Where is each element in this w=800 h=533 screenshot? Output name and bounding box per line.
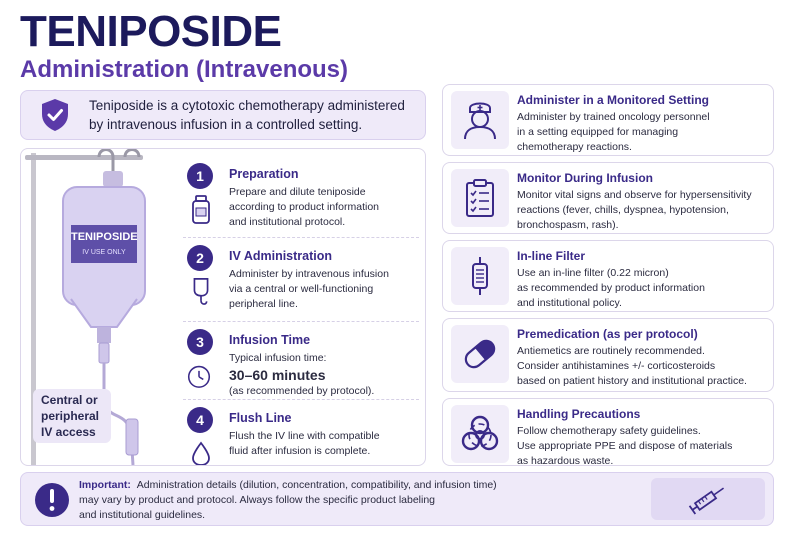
- iv-bag-sublabel: IV USE ONLY: [82, 249, 126, 256]
- card-line: bronchospasm, rash).: [517, 219, 619, 231]
- step-line: Flush the IV line with compatible: [229, 430, 380, 442]
- biohazard-icon: [460, 414, 500, 454]
- step-line: and institutional protocol.: [229, 216, 346, 228]
- icon-box: [451, 405, 509, 463]
- card-line: and institutional policy.: [517, 297, 622, 309]
- alert-icon: [33, 481, 71, 519]
- important-label: Important:: [79, 479, 131, 491]
- important-text: [79, 478, 559, 523]
- iv-access-label: [33, 389, 111, 443]
- important-line: and institutional guidelines.: [79, 509, 206, 521]
- important-line-text: Administration details (dilution, concentration, compatibility, and infusion time): [136, 479, 497, 491]
- capsule-icon: [460, 334, 500, 374]
- divider: [183, 321, 419, 322]
- card-line: as hazardous waste.: [517, 455, 614, 467]
- step-line: fluid after infusion is complete.: [229, 445, 371, 457]
- divider: [183, 237, 419, 238]
- card-handling-precautions: [442, 398, 774, 466]
- card-title: Monitor During Infusion: [517, 171, 653, 185]
- card-line: based on patient history and institutional practice.: [517, 375, 747, 387]
- icon-box: [451, 247, 509, 305]
- card-title: Premedication (as per protocol): [517, 327, 698, 341]
- step-line: Administer by intravenous infusion: [229, 268, 389, 280]
- icon-box: [451, 169, 509, 227]
- card-line: chemotherapy reactions.: [517, 141, 632, 153]
- page-subtitle: Administration (Intravenous): [20, 56, 349, 83]
- card-line: Follow chemotherapy safety guidelines.: [517, 425, 701, 437]
- step-number: 3: [187, 329, 213, 355]
- card-line: reactions (fever, chills, dyspnea, hypotension,: [517, 204, 729, 216]
- step-description: [229, 351, 419, 399]
- step-line: peripheral line.: [229, 298, 298, 310]
- step-description: [229, 267, 419, 312]
- important-line: may vary by product and protocol. Always follow the specific product labeling: [79, 494, 436, 506]
- card-line: Administer by trained oncology personnel: [517, 111, 710, 123]
- step-flush-line: [187, 407, 417, 463]
- step-number: 1: [187, 163, 213, 189]
- shield-check-icon: [35, 98, 75, 132]
- clipboard-checklist-icon: [460, 178, 500, 218]
- icon-box: [451, 91, 509, 149]
- card-premedication: [442, 318, 774, 392]
- step-line: according to product information: [229, 201, 379, 213]
- step-line: Typical infusion time:: [229, 352, 327, 364]
- intro-line: by intravenous infusion in a controlled setting.: [89, 117, 363, 132]
- card-line: Monitor vital signs and observe for hypersensitivity: [517, 189, 752, 201]
- access-line: Central or: [41, 393, 98, 407]
- card-description: [517, 110, 769, 155]
- important-notice: [20, 472, 774, 526]
- step-title: Preparation: [229, 167, 299, 181]
- infusion-duration: 30–60 minutes: [229, 367, 326, 383]
- card-line: in a setting equipped for managing: [517, 126, 679, 138]
- important-line: [79, 478, 559, 493]
- step-title: Infusion Time: [229, 333, 311, 347]
- step-number: 4: [187, 407, 213, 433]
- card-line: Consider antihistamines +/- corticosteroids: [517, 360, 716, 372]
- iv-bag-label: TENIPOSIDE: [71, 231, 138, 243]
- iv-drip-icon: [189, 277, 213, 307]
- step-title: IV Administration: [229, 249, 333, 263]
- access-line: IV access: [41, 425, 96, 439]
- page-title: TENIPOSIDE: [20, 7, 282, 56]
- access-line: peripheral: [41, 409, 100, 423]
- intro-text: [89, 96, 405, 134]
- card-line: Use an in-line filter (0.22 micron): [517, 267, 669, 279]
- vial-icon: [189, 195, 213, 225]
- droplet-icon: [189, 439, 213, 466]
- card-line: Use appropriate PPE and dispose of materials: [517, 440, 733, 452]
- card-title: In-line Filter: [517, 249, 586, 263]
- step-title: Flush Line: [229, 411, 292, 425]
- syringe-icon: [687, 481, 729, 517]
- card-title: Administer in a Monitored Setting: [517, 93, 710, 107]
- step-description: [229, 429, 419, 459]
- syringe-panel: [651, 478, 765, 520]
- card-description: [517, 188, 769, 233]
- step-line: Prepare and dilute teniposide: [229, 186, 366, 198]
- step-line: via a central or well-functioning: [229, 283, 374, 295]
- card-line: Antiemetics are routinely recommended.: [517, 345, 705, 357]
- card-title: Handling Precautions: [517, 407, 641, 421]
- card-inline-filter: [442, 240, 774, 312]
- nurse-icon: [460, 100, 500, 140]
- step-description: [229, 185, 419, 230]
- divider: [183, 399, 419, 400]
- clock-icon: [187, 361, 211, 391]
- steps-card: [20, 148, 426, 466]
- step-preparation: [187, 163, 417, 237]
- card-monitored-setting: [442, 84, 774, 156]
- step-infusion-time: [187, 329, 417, 403]
- step-line: (as recommended by protocol).: [229, 385, 375, 397]
- card-line: as recommended by product information: [517, 282, 705, 294]
- filter-icon: [460, 256, 500, 296]
- icon-box: [451, 325, 509, 383]
- card-description: [517, 424, 769, 469]
- intro-banner: [20, 90, 426, 140]
- step-iv-administration: [187, 245, 417, 321]
- step-number: 2: [187, 245, 213, 271]
- card-description: [517, 344, 769, 389]
- card-monitor-infusion: [442, 162, 774, 234]
- intro-line: Teniposide is a cytotoxic chemotherapy administered: [89, 98, 405, 113]
- card-description: [517, 266, 769, 311]
